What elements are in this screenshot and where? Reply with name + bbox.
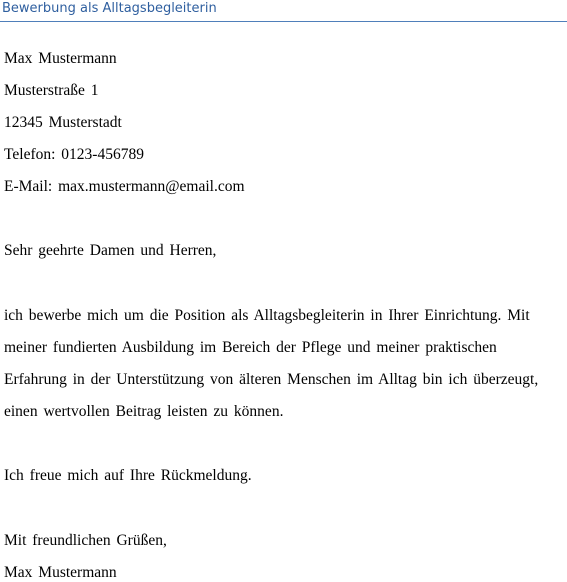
closing-greeting: Mit freundlichen Grüßen, xyxy=(4,532,167,549)
sender-name: Max Mustermann xyxy=(4,50,117,67)
sender-street: Musterstraße 1 xyxy=(4,82,99,99)
document-title: Bewerbung als Alltagsbegleiterin xyxy=(2,1,217,16)
paragraph-line: einen wertvollen Beitrag leisten zu können. xyxy=(4,403,284,420)
signature-name: Max Mustermann xyxy=(4,564,117,581)
closing-paragraph: Ich freue mich auf Ihre Rückmeldung. xyxy=(4,467,252,484)
sender-email: E-Mail: max.mustermann@email.com xyxy=(4,178,245,195)
salutation: Sehr geehrte Damen und Herren, xyxy=(4,242,217,259)
sender-phone: Telefon: 0123-456789 xyxy=(4,146,144,163)
sender-city: 12345 Musterstadt xyxy=(4,114,122,131)
paragraph-line: ich bewerbe mich um die Position als Alltagsbegleiterin in Ihrer Einrichtung. Mit xyxy=(4,307,530,324)
document-header xyxy=(0,0,567,22)
paragraph-line: meiner fundierten Ausbildung im Bereich der Pflege und meiner praktischen xyxy=(4,339,497,356)
paragraph-line: Erfahrung in der Unterstützung von älteren Menschen im Alltag bin ich überzeugt, xyxy=(4,371,539,388)
